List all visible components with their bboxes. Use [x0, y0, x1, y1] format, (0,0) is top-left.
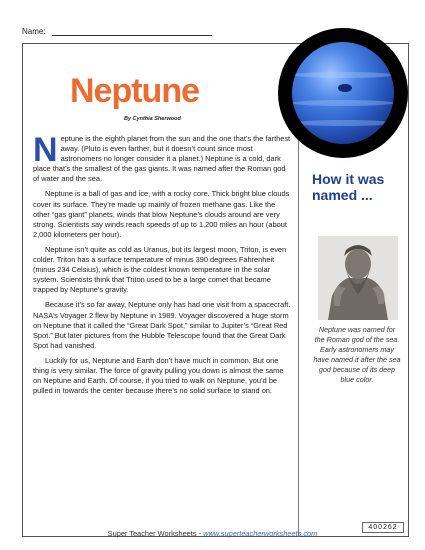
- planet-sphere: [292, 42, 394, 144]
- cloud-band: [292, 100, 394, 106]
- name-blank-line[interactable]: [52, 27, 212, 36]
- image-caption: Neptune was named for the Roman god of the sea. Early astronomers may have named it after the sea god because of its deep blue color.: [313, 325, 401, 384]
- cloud-band: [292, 72, 394, 78]
- paragraph: Neptune is a ball of gas and ice, with a rocky core. Thick bright blue clouds cover its surface. They’re made up mainly of frozen methane gas. Like the other “gas giant” planets, winds that blow Neptune’s clouds around are very strong. Scientists say winds reach speeds of up to 1,200 miles an hour (about 2,000 kilometers per hour).: [33, 189, 290, 239]
- cloud-band: [292, 120, 394, 126]
- author-byline: By Cynthia Sherwood: [124, 116, 181, 122]
- page-footer: [0, 529, 425, 538]
- column-divider: [298, 140, 299, 537]
- name-field: [22, 27, 212, 36]
- drop-cap-letter: N: [33, 131, 58, 169]
- article-body: [33, 131, 291, 401]
- paragraph: Luckily for us, Neptune and Earth don’t have much in common. But one thing is very similar. The force of gravity pulling you down is almost the same on Neptune and Earth. Of course, if you tried to walk on Neptune, you’d be pulled in towards the center because there’s no solid surface to stand on.: [33, 355, 284, 396]
- paragraph: Neptune is the eighth planet from the sun and the one that’s the farthest away. (Pluto is even farther, but it doesn’t count since most astronomers no longer consider it a planet.) Neptune is a cold, dark place that’s the smallest of the gas giants. It was named after the Roman god of water and the sea.: [33, 131, 291, 184]
- neptune-planet-image: [278, 28, 408, 158]
- name-label: Name:: [22, 27, 46, 36]
- paragraph: Because it’s so far away, Neptune only has had one visit from a spacecraft. NASA’s Voyager 2 flew by Neptune in 1989. Voyager discovered a huge storm on Neptune that it called the “Great Dark Spot,” similar to Jupiter’s “Great Red Spot.” But later pictures from the Hubble Telescope found that the Great Dark Spot had vanished.: [33, 300, 291, 350]
- footer-text: Super Teacher Worksheets -: [107, 529, 204, 538]
- page-title: Neptune: [70, 72, 199, 110]
- neptune-statue-image: [318, 236, 398, 320]
- footer-link[interactable]: www.superteacherworksheets.com: [203, 529, 318, 538]
- paragraph: Neptune isn’t quite as cold as Uranus, but its largest moon, Triton, is even colder. Triton has a surface temperature of minus 390 degrees Fahrenheit (minus 234 Celsius), which is the coldest known temperature in the solar system. Scientists think that Triton used to be a large comet that became trapped by Neptune’s gravity.: [33, 244, 287, 295]
- dark-spot: [338, 84, 352, 92]
- worksheet-code: 400262: [362, 522, 404, 533]
- sidebar-heading: How it was named ...: [312, 171, 385, 203]
